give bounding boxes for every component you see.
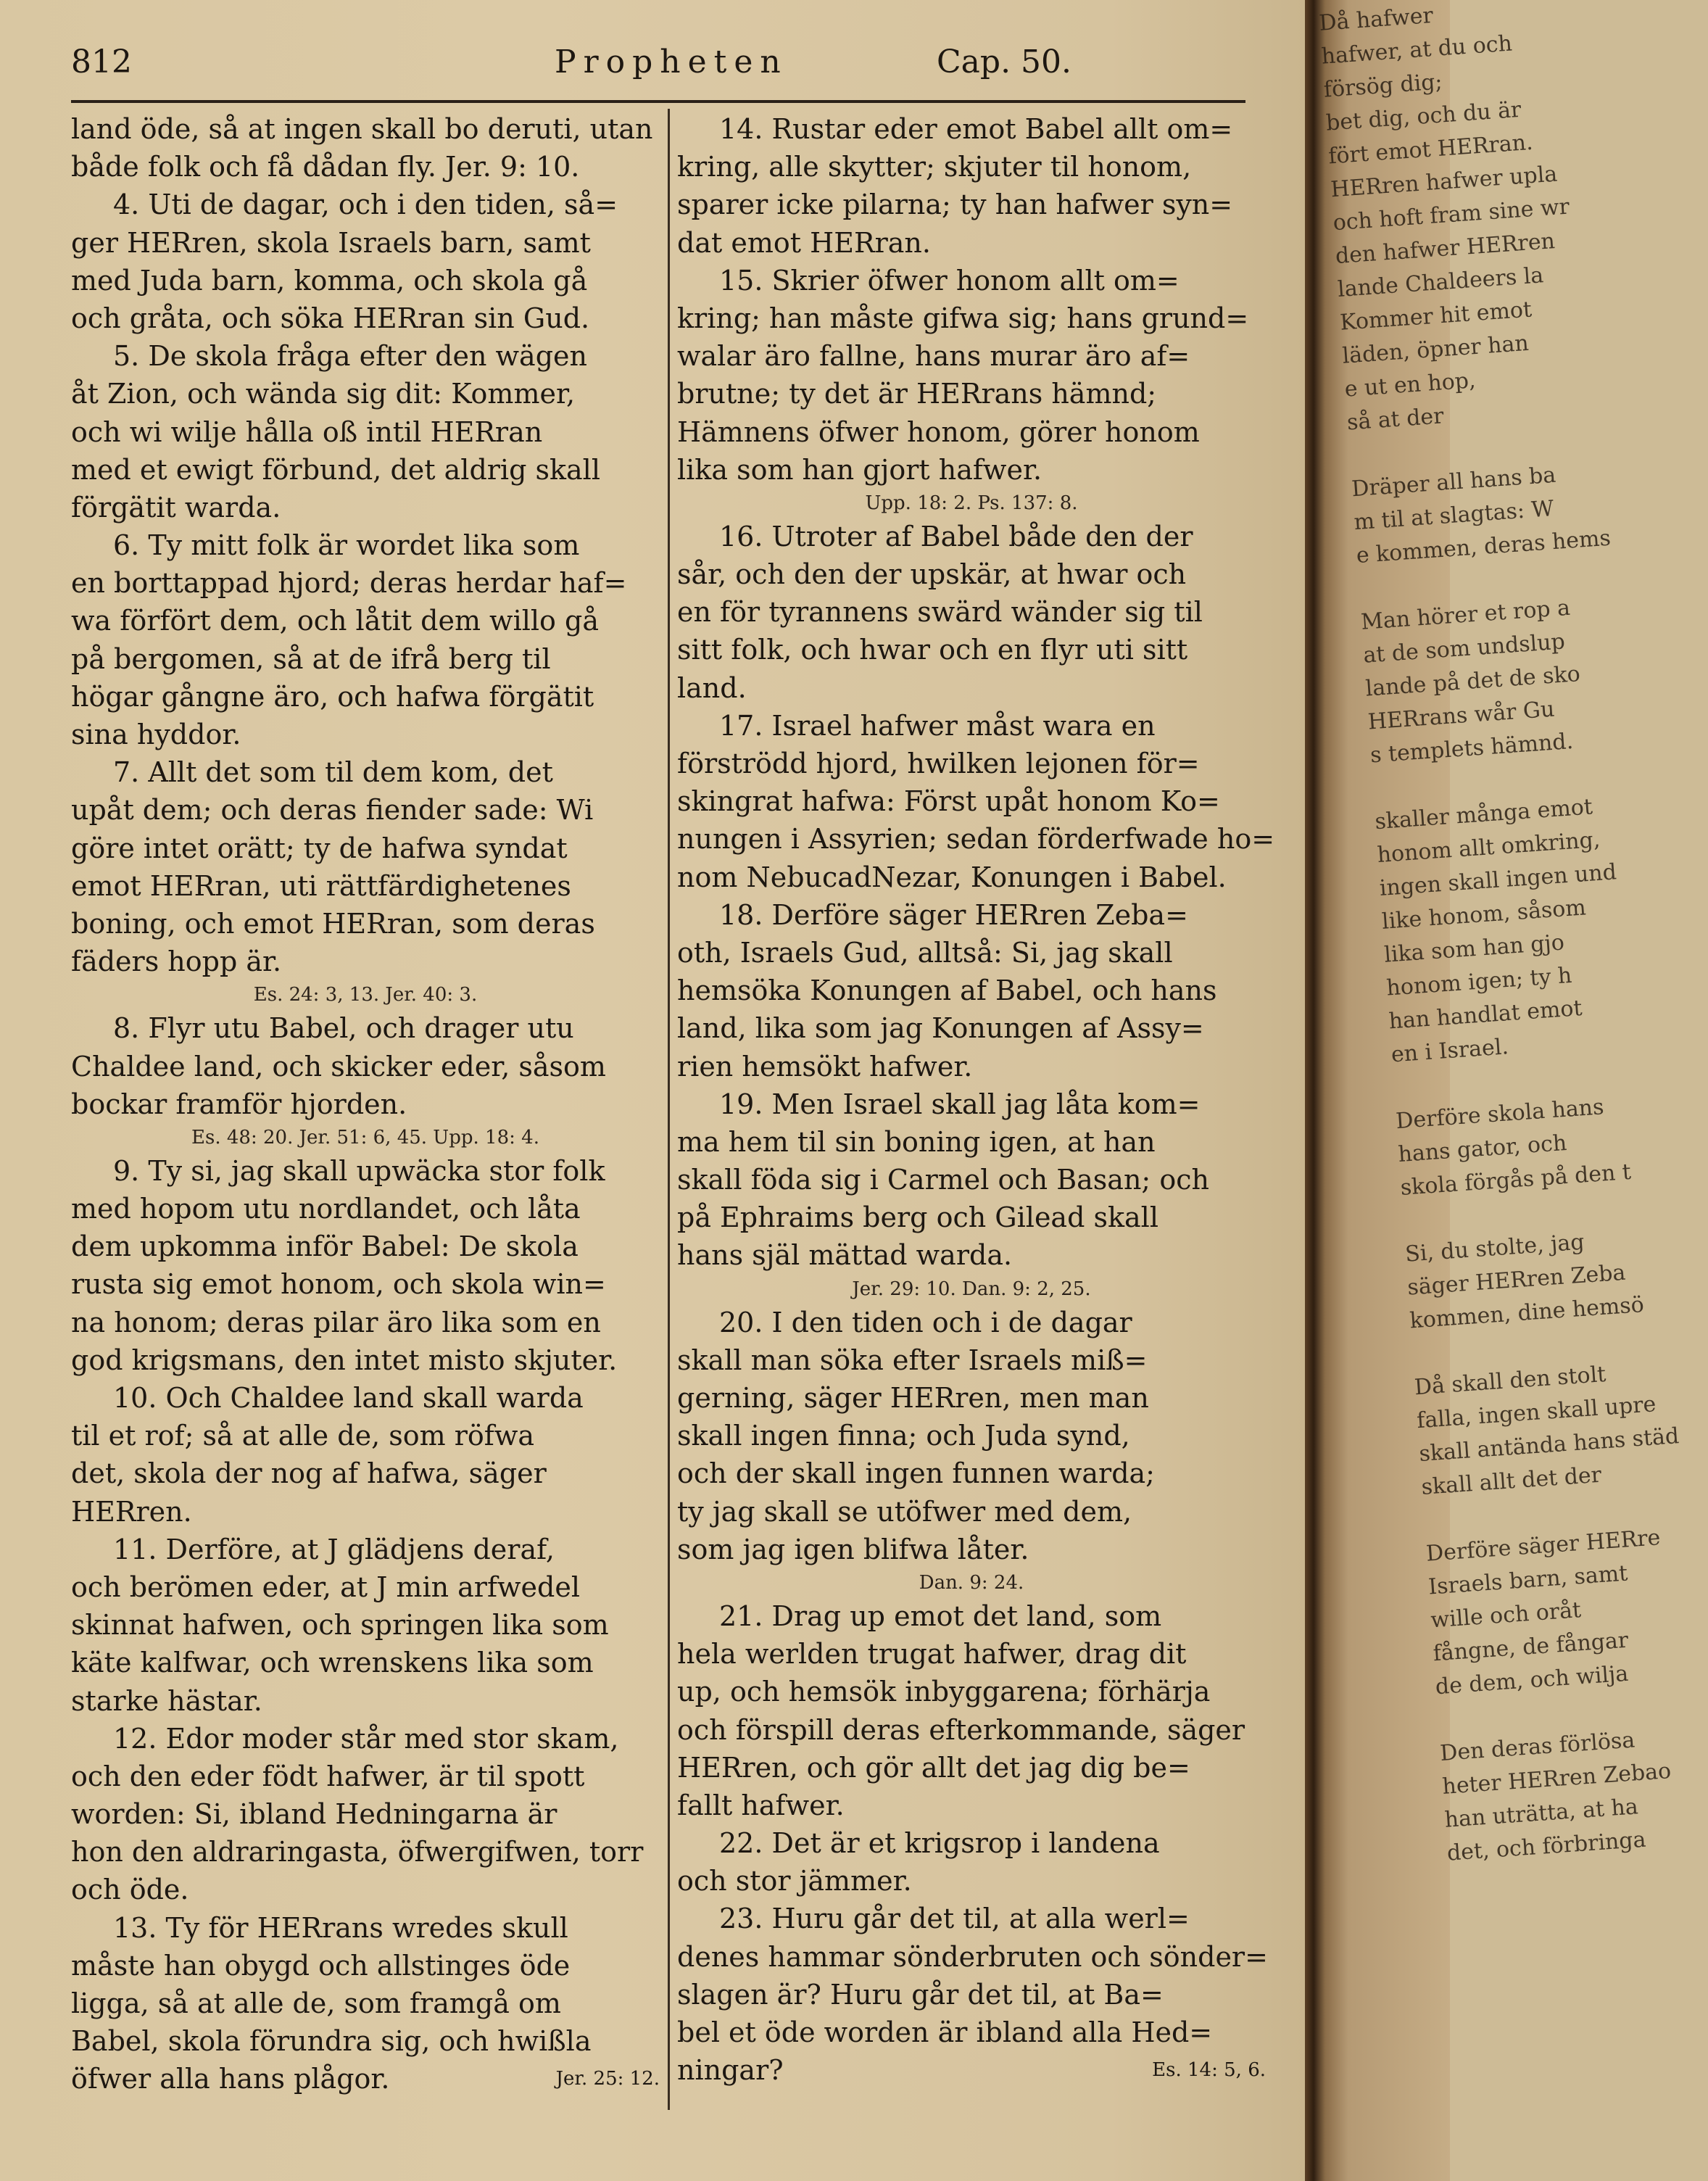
text-line: rusta sig emot honom, och skola win=	[71, 1268, 606, 1301]
text-line: bockar framför hjorden.	[71, 1088, 407, 1120]
next-page-edge-text: Då hafwer hafwer, at du och försög dig; bet dig, och du är fört emot HERran. HERren hafwer upla och hoft fram sine wr den hafwer HERren lande Chaldeers la Kommer hit emot läden, öpner han e ut en hop, så at der Dräper all hans ba m til at slagtas: W e kommen, deras hems Man hörer et rop a at de som undslup lande på det de sko HERrans wår Gu s templets hämnd. skaller många emot honom allt omkring, ingen skall ingen und like honom, såsom lika som han gjo honom igen; ty h han handlat emot en i Israel. Derföre skola hans hans gator, och skola förgås på den t Si, du stolte, jag säger HERren Zeba kommen, dine hemsö Då skall den stolt falla, ingen skall upre skall antända hans städ skall allt det der Derföre säger HERre Israels barn, samt wille och oråt fångne, de fångar de dem, och wilja Den deras förlösa heter HERren Zebao han uträtta, at ha det, och förbringa	[1318, 2, 1680, 1866]
text-line: högar gångne äro, och hafwa förgätit	[71, 680, 594, 713]
text-line: fallt hafwer.	[677, 1789, 845, 1821]
verse-start-line: 10. Och Chaldee land skall warda	[113, 1382, 584, 1414]
text-line: land.	[677, 671, 747, 704]
verse-start-line: 12. Edor moder står med stor skam,	[113, 1722, 619, 1755]
page-number: 812	[71, 44, 132, 80]
column-divider	[668, 109, 670, 2110]
text-line: hans själ mättad warda.	[677, 1239, 1013, 1272]
text-line: måste han obygd och allstinges öde	[71, 1949, 571, 1982]
verse-start-line: 16. Utroter af Babel både den der	[719, 520, 1193, 553]
text-line: på bergomen, så at de ifrå berg til	[71, 642, 551, 675]
verse-start-line: 14. Rustar eder emot Babel allt om=	[719, 113, 1233, 145]
text-line: både folk och få dådan fly. Jer. 9: 10.	[71, 151, 580, 183]
next-page-edge	[1305, 0, 1680, 2181]
text-line: och förspill deras efterkommande, säger	[677, 1713, 1245, 1746]
text-line: en borttappad hjord; deras herdar haf=	[71, 567, 627, 600]
text-line: ty jag skall se utöfwer med dem,	[677, 1495, 1132, 1528]
verse-start-line: 8. Flyr utu Babel, och drager utu	[113, 1012, 574, 1045]
text-line: oth, Israels Gud, alltså: Si, jag skall	[677, 936, 1173, 969]
text-line-content: ningar?	[677, 2054, 784, 2087]
text-line: rien hemsökt hafwer.	[677, 1050, 973, 1083]
text-line: land öde, så at ingen skall bo deruti, utan	[71, 113, 653, 145]
text-line: och wi wilje hålla oß intil HERran	[71, 415, 543, 448]
text-line: denes hammar sönderbruten och sönder=	[677, 1940, 1268, 1973]
scripture-reference: Jer. 29: 10. Dan. 9: 2, 25.	[852, 1278, 1091, 1300]
text-line: och berömen eder, at J min arfwedel	[71, 1570, 581, 1603]
text-line-content: öfwer alla hans plågor.	[71, 2063, 390, 2095]
scripture-reference: Dan. 9: 24.	[919, 1571, 1024, 1594]
text-line: skinnat hafwen, och springen lika som	[71, 1609, 609, 1642]
text-line: nungen i Assyrien; sedan förderfwade ho=	[677, 823, 1275, 856]
scripture-reference: Es. 48: 20. Jer. 51: 6, 45. Upp. 18: 4.	[191, 1126, 539, 1149]
text-line: med Juda barn, komma, och skola gå	[71, 264, 588, 297]
text-line: förgätit warda.	[71, 491, 281, 523]
text-line: walar äro fallne, hans murar äro af=	[677, 340, 1190, 373]
verse-start-line: 7. Allt det som til dem kom, det	[113, 756, 553, 789]
running-title: Propheten	[555, 44, 788, 80]
text-line: en för tyrannens swärd wänder sig til	[677, 596, 1203, 629]
text-line: ligga, så at alle de, som framgå om	[71, 1987, 561, 2019]
verse-start-line: 23. Huru går det til, at alla werl=	[719, 1903, 1190, 1935]
text-line: skall man söka efter Israels miß=	[677, 1344, 1148, 1376]
text-line	[677, 2051, 1266, 2089]
verse-start-line: 19. Men Israel skall jag låta kom=	[719, 1088, 1201, 1120]
text-line: wa förfört dem, och låtit dem willo gå	[71, 605, 599, 637]
text-line: och gråta, och söka HERran sin Gud.	[71, 302, 590, 334]
text-line: och den eder födt hafwer, är til spott	[71, 1760, 585, 1792]
text-line: hemsöka Konungen af Babel, och hans	[677, 974, 1217, 1007]
text-line: fäders hopp är.	[71, 945, 282, 978]
verse-start-line: 6. Ty mitt folk är wordet lika som	[113, 529, 580, 562]
text-line: och der skall ingen funnen warda;	[677, 1457, 1155, 1490]
text-line: sparer icke pilarna; ty han hafwer syn=	[677, 189, 1233, 221]
text-line: bel et öde worden är ibland alla Hed=	[677, 2016, 1213, 2048]
text-line: til et rof; så at alle de, som röfwa	[71, 1420, 535, 1452]
text-line: åt Zion, och wända sig dit: Kommer,	[71, 378, 576, 410]
text-line: up, och hemsök inbyggarena; förhärja	[677, 1676, 1211, 1708]
text-line: hela werlden trugat hafwer, drag dit	[677, 1638, 1187, 1671]
verse-start-line: 13. Ty för HERrans wredes skull	[113, 1911, 568, 1944]
text-line: starke hästar.	[71, 1684, 262, 1717]
scripture-reference: Jer. 25: 12.	[555, 2068, 660, 2090]
text-line: brutne; ty det är HERrans hämnd;	[677, 378, 1157, 410]
text-line: gerning, säger HERren, men man	[677, 1382, 1149, 1414]
text-line: kring, alle skytter; skjuter til honom,	[677, 151, 1192, 183]
verse-start-line: 9. Ty si, jag skall upwäcka stor folk	[113, 1154, 605, 1187]
verse-start-line: 20. I den tiden och i de dagar	[719, 1306, 1132, 1338]
text-line: och stor jämmer.	[677, 1865, 912, 1897]
text-line: som jag igen blifwa låter.	[677, 1533, 1029, 1565]
scripture-reference: Upp. 18: 2. Ps. 137: 8.	[865, 492, 1078, 514]
verse-start-line: 22. Det är et krigsrop i landena	[719, 1827, 1160, 1860]
verse-start-line: 5. De skola fråga efter den wägen	[113, 340, 587, 373]
text-line: na honom; deras pilar äro lika som en	[71, 1306, 601, 1338]
text-line: det, skola der nog af hafwa, säger	[71, 1457, 547, 1490]
text-line: land, lika som jag Konungen af Assy=	[677, 1012, 1204, 1045]
text-line: worden: Si, ibland Hedningarna är	[71, 1798, 557, 1831]
verse-start-line: 11. Derföre, at J glädjens deraf,	[113, 1533, 555, 1565]
text-line: käte kalfwar, och wrenskens lika som	[71, 1647, 594, 1679]
text-line: lika som han gjort hafwer.	[677, 453, 1042, 486]
right-column	[677, 110, 1275, 2089]
text-line: HERren, och gör allt det jag dig be=	[677, 1751, 1190, 1784]
text-line: sitt folk, och hwar och en flyr uti sitt	[677, 634, 1188, 666]
text-line: god krigsmans, den intet misto skjuter.	[71, 1344, 618, 1376]
header-rule	[71, 100, 1245, 103]
text-line: dat emot HERran.	[677, 226, 931, 259]
verse-start-line: 21. Drag up emot det land, som	[719, 1599, 1162, 1632]
text-line: ger HERren, skola Israels barn, samt	[71, 226, 591, 259]
scripture-reference: Es. 14: 5, 6.	[1152, 2059, 1266, 2082]
chapter-heading: Cap. 50.	[937, 44, 1072, 80]
text-line: hon den aldraringasta, öfwergifwen, torr	[71, 1836, 644, 1868]
text-line: skall ingen finna; och Juda synd,	[677, 1420, 1130, 1452]
text-line: Chaldee land, och skicker eder, såsom	[71, 1050, 606, 1083]
verse-start-line: 15. Skrier öfwer honom allt om=	[719, 264, 1180, 297]
scripture-reference: Es. 24: 3, 13. Jer. 40: 3.	[253, 984, 478, 1006]
text-line: med hopom utu nordlandet, och låta	[71, 1193, 581, 1225]
text-line: slagen är? Huru går det til, at Ba=	[677, 1978, 1164, 2011]
left-column	[71, 110, 660, 2098]
text-line: och öde.	[71, 1874, 189, 1906]
text-line: sår, och den der upskär, at hwar och	[677, 558, 1187, 591]
text-line: göre intet orätt; ty de hafwa syndat	[71, 832, 568, 864]
text-line: kring; han måste gifwa sig; hans grund=	[677, 302, 1249, 334]
text-line: förströdd hjord, hwilken lejonen för=	[677, 748, 1200, 779]
text-line: Babel, skola förundra sig, och hwißla	[71, 2025, 592, 2058]
text-line: nom NebucadNezar, Konungen i Babel.	[677, 861, 1227, 893]
text-line: med et ewigt förbund, det aldrig skall	[71, 453, 600, 486]
text-line: HERren.	[71, 1495, 192, 1528]
text-line: upåt dem; och deras fiender sade: Wi	[71, 794, 594, 827]
verse-start-line: 4. Uti de dagar, och i den tiden, så=	[113, 189, 618, 221]
text-line	[71, 2060, 660, 2098]
verse-start-line: 18. Derföre säger HERren Zeba=	[719, 898, 1188, 931]
text-line: sina hyddor.	[71, 719, 241, 750]
text-line: skall föda sig i Carmel och Basan; och	[677, 1164, 1209, 1196]
verse-start-line: 17. Israel hafwer måst wara en	[719, 709, 1156, 742]
text-line: emot HERran, uti rättfärdighetenes	[71, 869, 571, 902]
text-line: på Ephraims berg och Gilead skall	[677, 1201, 1158, 1234]
text-line: dem upkomma inför Babel: De skola	[71, 1230, 579, 1263]
text-line: boning, och emot HERran, som deras	[71, 907, 595, 940]
text-line: Hämnens öfwer honom, görer honom	[677, 415, 1200, 448]
text-line: ma hem til sin boning igen, at han	[677, 1125, 1156, 1158]
text-line: skingrat hafwa: Först upåt honom Ko=	[677, 785, 1220, 818]
